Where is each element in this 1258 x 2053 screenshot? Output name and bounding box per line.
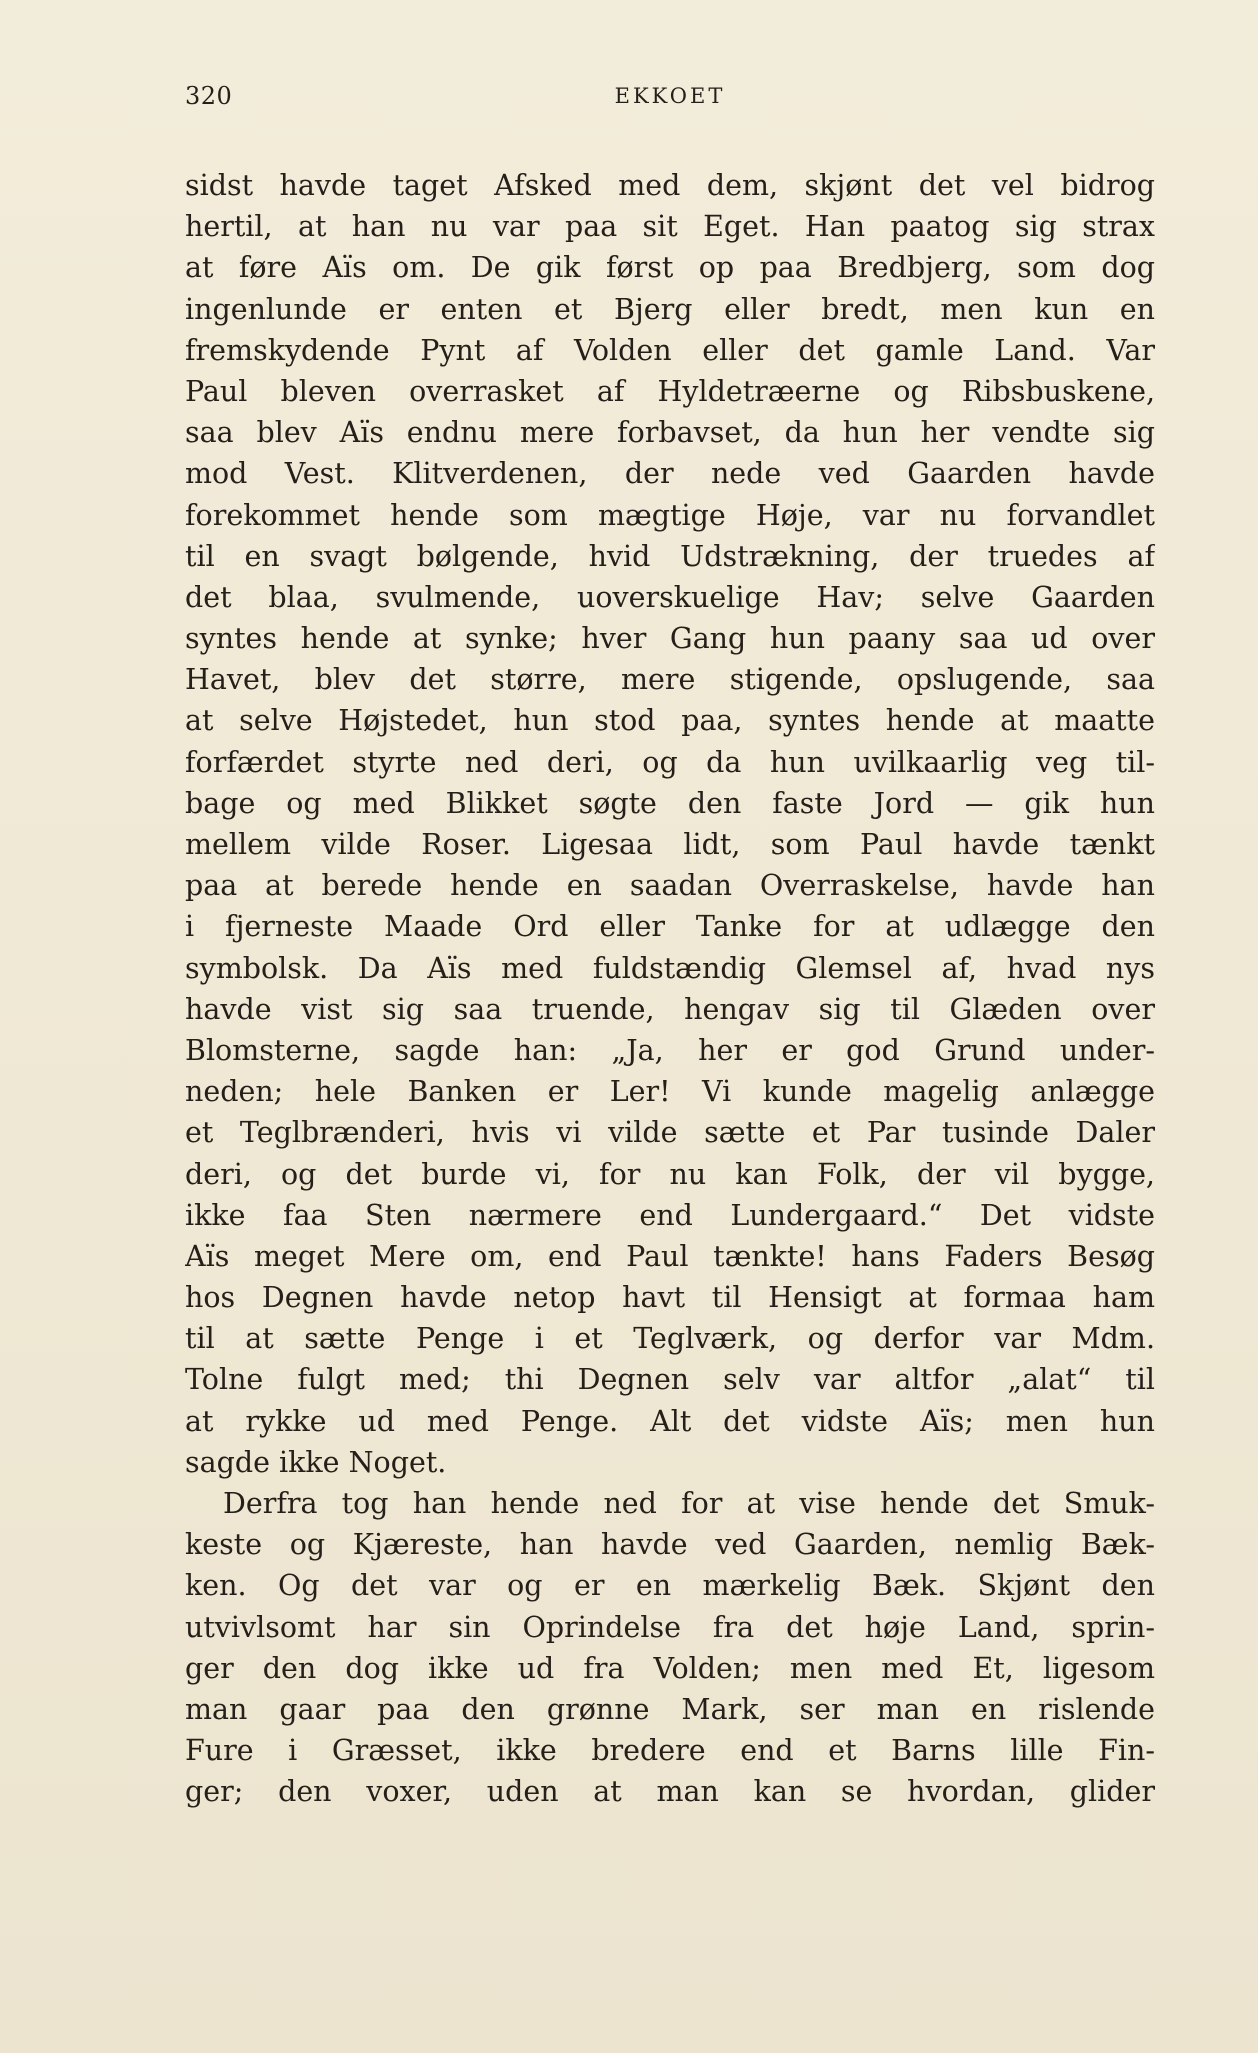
text-line: ger den dog ikke ud fra Volden; men med Et, ligesom [185,1651,1155,1685]
body-text [185,165,1155,1813]
page-number: 320 [185,82,233,110]
paragraph-container [185,165,1155,1813]
running-title: EKKOET [614,84,726,108]
text-line: havde vist sig saa truende, hengav sig til Glæden over [185,992,1155,1026]
text-line: symbolsk. Da Aïs med fuldstændig Glemsel af, hvad nys [185,951,1155,985]
text-line: paa at berede hende en saadan Overraskelse, havde han [185,869,1155,903]
text-line: et Teglbrænderi, hvis vi vilde sætte et Par tusinde Daler [185,1116,1155,1150]
text-line: til at sætte Penge i et Teglværk, og derfor var Mdm. [185,1322,1155,1356]
text-line: hertil, at han nu var paa sit Eget. Han paatog sig strax [185,210,1155,244]
text-line: keste og Kjæreste, han havde ved Gaarden, nemlig Bæk- [185,1528,1155,1562]
text-line: saa blev Aïs endnu mere forbavset, da hun her vendte sig [185,416,1155,450]
text-line: ingenlunde er enten et Bjerg eller bredt, men kun en [185,292,1155,326]
text-line: Derfra tog han hende ned for at vise hende det Smuk- [223,1487,1155,1520]
text-line: i fjerneste Maade Ord eller Tanke for at udlægge den [185,910,1155,944]
paragraph [185,165,1155,1483]
text-line: at føre Aïs om. De gik først op paa Bredbjerg, som dog [185,251,1155,285]
page-header [185,82,1155,122]
text-line: til en svagt bølgende, hvid Udstrækning, der truedes af [185,539,1155,573]
text-line: at rykke ud med Penge. Alt det vidste Aïs; men hun [185,1404,1155,1438]
text-line: Tolne fulgt med; thi Degnen selv var altfor „alat“ til [185,1363,1155,1397]
text-line: Blomsterne, sagde han: „Ja, her er god Grund under- [185,1033,1155,1067]
text-line: utvivlsomt har sin Oprindelse fra det høje Land, sprin- [185,1610,1155,1644]
text-line: forfærdet styrte ned deri, og da hun uvilkaarlig veg til- [185,745,1155,779]
text-line: sidst havde taget Afsked med dem, skjønt det vel bidrog [185,169,1155,202]
text-line: ikke faa Sten nærmere end Lundergaard.“ Det vidste [185,1198,1155,1232]
paragraph [185,1483,1155,1813]
text-line: ger; den voxer, uden at man kan se hvordan, glider [185,1775,1155,1809]
text-line: neden; hele Banken er Ler! Vi kunde magelig anlægge [185,1075,1155,1109]
text-line: fremskydende Pynt af Volden eller det gamle Land. Var [185,333,1155,367]
text-line: bage og med Blikket søgte den faste Jord — gik hun [185,786,1155,820]
text-line: Aïs meget Mere om, end Paul tænkte! hans Faders Besøg [185,1239,1155,1273]
text-line: mod Vest. Klitverdenen, der nede ved Gaarden havde [185,457,1155,491]
text-line: syntes hende at synke; hver Gang hun paany saa ud over [185,622,1155,656]
text-line: det blaa, svulmende, uoverskuelige Hav; selve Gaarden [185,580,1155,614]
text-line: hos Degnen havde netop havt til Hensigt at formaa ham [185,1281,1155,1315]
text-line: mellem vilde Roser. Ligesaa lidt, som Paul havde tænkt [185,828,1155,861]
text-line: at selve Højstedet, hun stod paa, syntes hende at maatte [185,704,1155,738]
text-line: Fure i Græsset, ikke bredere end et Barns lille Fin- [185,1734,1155,1768]
text-line: deri, og det burde vi, for nu kan Folk, der vil bygge, [185,1157,1155,1191]
text-line: Paul bleven overrasket af Hyldetræerne og Ribsbuskene, [185,374,1155,408]
text-line: man gaar paa den grønne Mark, ser man en rislende [185,1692,1155,1726]
text-line: Havet, blev det større, mere stigende, opslugende, saa [185,663,1155,697]
text-line: ken. Og det var og er en mærkelig Bæk. Skjønt den [185,1569,1155,1603]
text-line: sagde ikke Noget. [185,1445,447,1479]
text-line: forekommet hende som mægtige Høje, var nu forvandlet [185,498,1155,532]
